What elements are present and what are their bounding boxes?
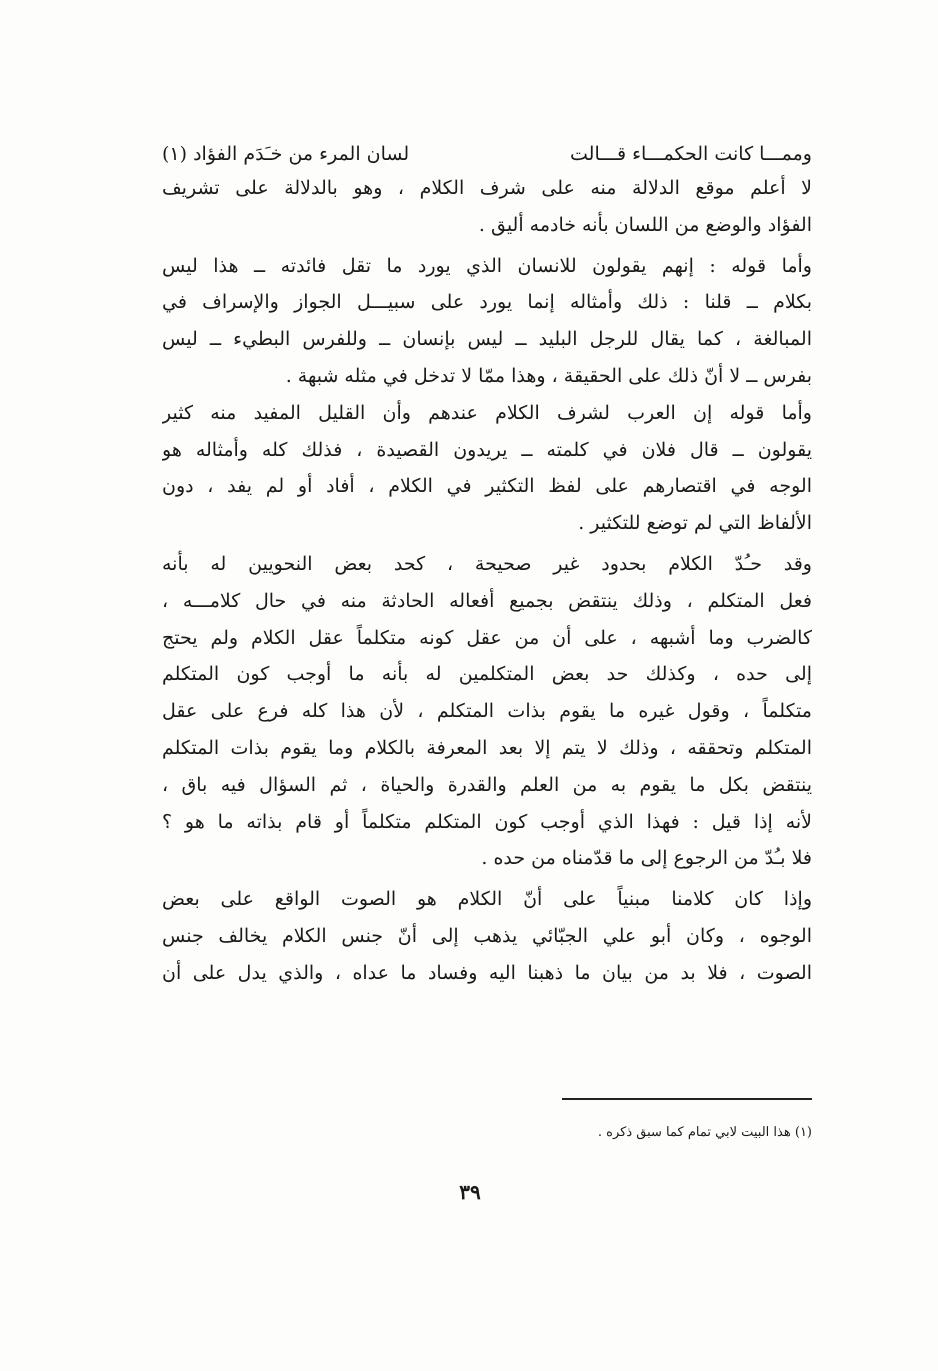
text-line: لا أعلم موقع الدلالة منه على شرف الكلام ، وهو بالدلالة على تشريف (162, 177, 812, 199)
text-line: يقولون ــ قال فلان في كلمته ــ يريدون القصيدة ، فذلك كله وأمثاله هو (162, 438, 812, 461)
text-line: وأما قوله : إنهم يقولون للانسان الذي يورد ما تقل فائدته ــ هذا ليس (162, 254, 812, 277)
text-line: الألفاظ التي لم توضع للتكثير . (578, 512, 812, 535)
text-line: وإذا كان كلامنا مبنياً على أنّ الكلام هو الصوت الواقع على بعض (162, 888, 812, 911)
text-line: الصوت ، فلا بد من بيان ما ذهبنا اليه وفساد ما عداه ، والذي يدل على أن (162, 961, 812, 984)
text-line: لأنه إذا قيل : فهذا الذي أوجب كون المتكلم متكلماً أو قام بذاته ما هو ؟ (162, 810, 812, 833)
footnote: (١) هذا البيت لابي تمام كما سبق ذكره . (597, 1125, 812, 1140)
text-line: الفؤاد والوضع من اللسان بأنه خادمه أليق . (478, 213, 812, 236)
footnote-divider (562, 1098, 812, 1100)
text-line: الوجه في اقتصارهم على لفظ التكثير في الكلام ، أفاد أو لم يفد ، دون (162, 475, 812, 498)
text-line: بكلام ــ قلنا : ذلك وأمثاله إنما يورد على سبيـــل الجواز والإسراف في (162, 291, 812, 314)
text-line: وأما قوله إن العرب لشرف الكلام عندهم وأن القليل المفيد منه كثير (162, 401, 812, 424)
text-line: متكلماً ، وقول غيره ما يقوم بذات المتكلم ، لأن هذا كله فرع على عقل (162, 700, 812, 723)
page-number: ٣٩ (459, 1180, 481, 1204)
main-text (162, 140, 812, 996)
text-line: كالضرب وما أشبهه ، على أن من عقل كونه متكلماً عقل الكلام ولم يحتج (162, 626, 812, 649)
poetry-verse (162, 140, 812, 174)
text-line: إلى حده ، وكذلك حد بعض المتكلمين له بأنه ما أوجب كون المتكلم (162, 663, 812, 686)
text-line: المتكلم وتحققه ، وذلك لا يتم إلا بعد المعرفة بالكلام وما يقوم بذات المتكلم (162, 736, 812, 759)
verse-first-hemistich: وممـــا كانت الحكمـــاء قـــالت (570, 143, 812, 165)
text-line: فعل المتكلم ، وذلك ينتقض بجميع أفعاله الحادثة منه في حال كلامـــه ، (162, 589, 812, 612)
text-line: بفرس ــ لا أنّ ذلك على الحقيقة ، وهذا ممّا لا تدخل في مثله شبهة . (285, 364, 812, 387)
verse-second-hemistich: لسان المرء من خـَدَم الفؤاد (١) (162, 143, 410, 165)
text-line: فلا بـُدّ من الرجوع إلى ما قدّمناه من حده . (481, 847, 812, 870)
text-line: وقد حـُدّ الكلام بحدود غير صحيحة ، كحد بعض النحويين له بأنه (162, 552, 812, 575)
text-line: الوجوه ، وكان أبو علي الجبّائي يذهب إلى أنّ جنس الكلام يخالف جنس (162, 924, 812, 947)
text-line: المبالغة ، كما يقال للرجل البليد ــ ليس بإنسان ــ وللفرس البطيء ــ ليس (162, 328, 812, 351)
text-line: ينتقض بكل ما يقوم به من العلم والقدرة والحياة ، ثم السؤال فيه باق ، (162, 773, 812, 796)
